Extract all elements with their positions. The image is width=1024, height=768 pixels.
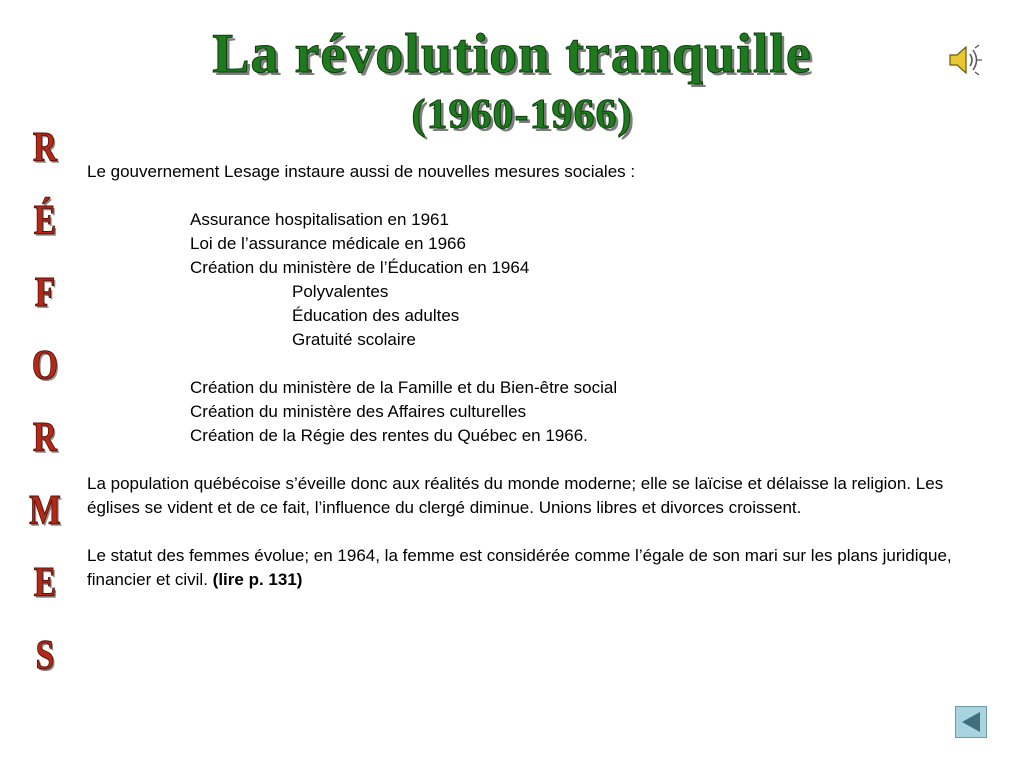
measure-item: Loi de l’assurance médicale en 1966: [190, 234, 466, 253]
vertical-word-reformes: [20, 112, 70, 692]
side-letter: É: [33, 197, 57, 244]
side-letter: O: [31, 342, 59, 389]
measure-item: Assurance hospitalisation en 1961: [190, 210, 449, 229]
education-subitem: Éducation des adultes: [292, 306, 460, 325]
education-subitem: Gratuité scolaire: [292, 330, 416, 349]
speaker-icon[interactable]: [944, 40, 984, 80]
slide-title: La révolution tranquille: [212, 23, 812, 85]
side-letter: F: [34, 270, 56, 316]
side-letter: S: [35, 632, 55, 679]
education-subitem: Polyvalentes: [292, 282, 389, 301]
side-letter: R: [32, 125, 58, 171]
measure-item: Création du ministère des Affaires culturelles: [190, 402, 527, 421]
side-letter: E: [33, 560, 57, 606]
measure-item: Création de la Régie des rentes du Québec en 1966.: [190, 426, 588, 445]
intro-text: Le gouvernement Lesage instaure aussi de nouvelles mesures sociales :: [87, 162, 636, 181]
measure-item: Création du ministère de l’Éducation en 1964: [190, 258, 530, 277]
women-status-text: Le statut des femmes évolue; en 1964, la femme est considérée comme l’égale de son mari sur les plans juridique, financier et civil.: [87, 546, 952, 589]
previous-slide-button[interactable]: [955, 706, 987, 738]
slide-body: [87, 160, 987, 592]
measure-item: Création du ministère de la Famille et du Bien-être social: [190, 378, 618, 397]
population-paragraph: La population québécoise s’éveille donc aux réalités du monde moderne; elle se laïcise et délaisse la religion. Les églises se vident et de ce fait, l’influence du clergé diminue. Unions libres et divorces croissent.: [87, 474, 944, 517]
back-arrow-icon: [956, 707, 986, 737]
page-reference: (lire p. 131): [212, 570, 303, 589]
slide-subtitle: (1960-1966): [411, 92, 633, 138]
side-letter: M: [29, 487, 61, 534]
side-letter: R: [32, 415, 58, 461]
women-status-paragraph: [87, 544, 987, 592]
